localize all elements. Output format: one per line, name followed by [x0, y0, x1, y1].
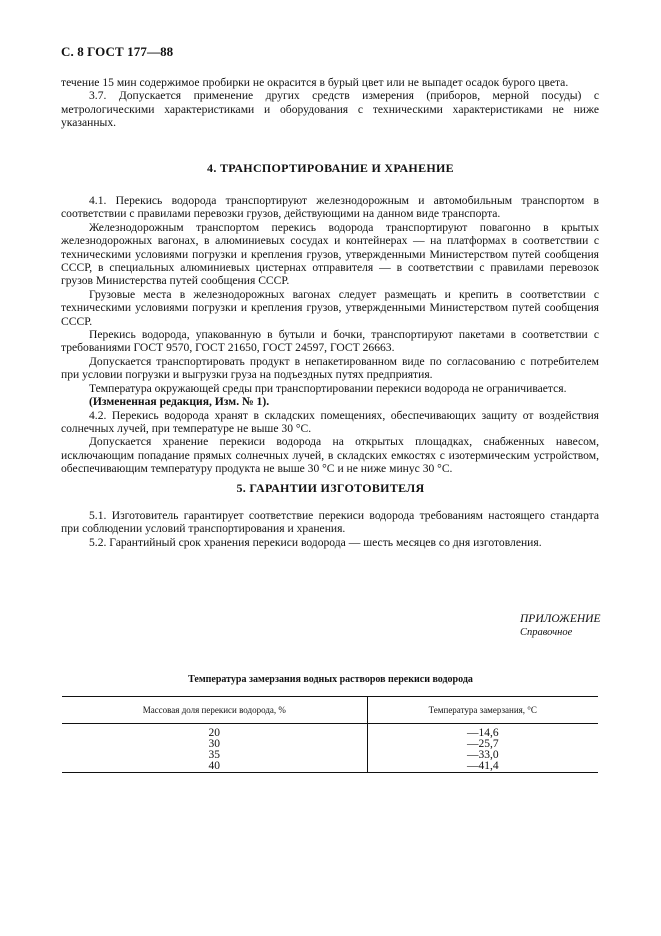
- section-title: 5. ГАРАНТИИ ИЗГОТОВИТЕЛЯ: [236, 481, 425, 495]
- table-cell: 40: [62, 761, 367, 773]
- amendment-note: (Измененная редакция, Изм. № 1).: [89, 395, 270, 409]
- paragraph: 4.1. Перекись водорода транспортируют железнодорожным и автомобильным транспортом в соответствии с правилами перевозки грузов, действующими на данном виде транспорта.: [61, 194, 599, 221]
- section-4-body: [61, 194, 599, 476]
- table-cell: —14,6: [367, 724, 598, 740]
- table-title: Температура замерзания водных растворов перекиси водорода: [188, 674, 473, 685]
- paragraph: 5.1. Изготовитель гарантирует соответствие перекиси водорода требованиям настоящего стандарта при соблюдении условий транспортирования и хранения.: [61, 509, 599, 536]
- paragraph: Грузовые места в железнодорожных вагонах следует размещать и крепить в соответствии с техническими условиями погрузки и крепления грузов, утвержденными Министерством путей сообщения СССР.: [61, 287, 599, 328]
- paragraph: Перекись водорода, упакованную в бутыли и бочки, транспортируют пакетами в соответствии с требованиями ГОСТ 9570, ГОСТ 21650, ГОСТ 24597, ГОСТ 26663.: [61, 328, 599, 355]
- paragraph: течение 15 мин содержимое пробирки не окрасится в бурый цвет или не выпадет осадок бурого цвета.: [61, 76, 569, 89]
- paragraph: 4.2. Перекись водорода хранят в складских помещениях, обеспечивающих защиту от воздействия солнечных лучей, при температуре не выше 30 °С.: [61, 408, 599, 435]
- appendix-label: [520, 612, 600, 640]
- section-title: 4. ТРАНСПОРТИРОВАНИЕ И ХРАНЕНИЕ: [207, 161, 454, 175]
- table-row: [62, 750, 598, 761]
- table-header-row: [62, 697, 598, 724]
- table-row: [62, 724, 598, 740]
- appendix-type: Справочное: [520, 627, 573, 638]
- table-cell: —33,0: [367, 750, 598, 761]
- appendix-title: ПРИЛОЖЕНИЕ: [520, 613, 601, 625]
- freezing-table: [62, 696, 598, 773]
- section-5-body: [61, 509, 599, 549]
- paragraph: Допускается хранение перекиси водорода на открытых площадках, снабженных навесом, исключающим попадание прямых солнечных лучей, в складских емкостях с изотермическим устройством, обеспечивающим температуру продукта не выше 30 °С и не ниже минус 30 °С.: [61, 435, 599, 476]
- intro-block: [61, 76, 599, 130]
- table-row: [62, 739, 598, 750]
- paragraph: 3.7. Допускается применение других средств измерения (приборов, мерной посуды) с метрологическими характеристиками и оборудования с техническими характеристиками не ниже указанных.: [61, 89, 599, 130]
- column-header: Температура замерзания, °С: [367, 697, 598, 724]
- table-cell: —41,4: [367, 761, 598, 773]
- table-cell: 30: [208, 738, 221, 750]
- paragraph: 5.2. Гарантийный срок хранения перекиси водорода — шесть месяцев со дня изготовления.: [89, 535, 542, 549]
- column-header: Массовая доля перекиси водорода, %: [62, 697, 367, 724]
- paragraph: Допускается транспортировать продукт в непакетированном виде по согласованию с потребителем при условии погрузки и выгрузки груза на подъездных путях предприятия.: [61, 354, 599, 382]
- table-cell: 35: [208, 749, 221, 761]
- page-header: С. 8 ГОСТ 177—88: [61, 44, 174, 59]
- table-cell: 20: [208, 727, 221, 739]
- table-row: [62, 761, 598, 773]
- paragraph: Температура окружающей среды при транспортировании перекиси водорода не ограничивается.: [89, 381, 567, 395]
- paragraph: Железнодорожным транспортом перекись водорода транспортируют повагонно в крытых железнодорожных вагонах, в алюминиевых сосудах и контейнерах — на платформах в соответствии с техническими условиями погрузки и крепления грузов, утвержденными Министерством путей сообщения СССР, в специальных алюминиевых цистернах отправителя — в соответствии с правилами перевозок грузов Министерства путей сообщения СССР.: [61, 220, 599, 288]
- table-cell: —25,7: [367, 739, 598, 750]
